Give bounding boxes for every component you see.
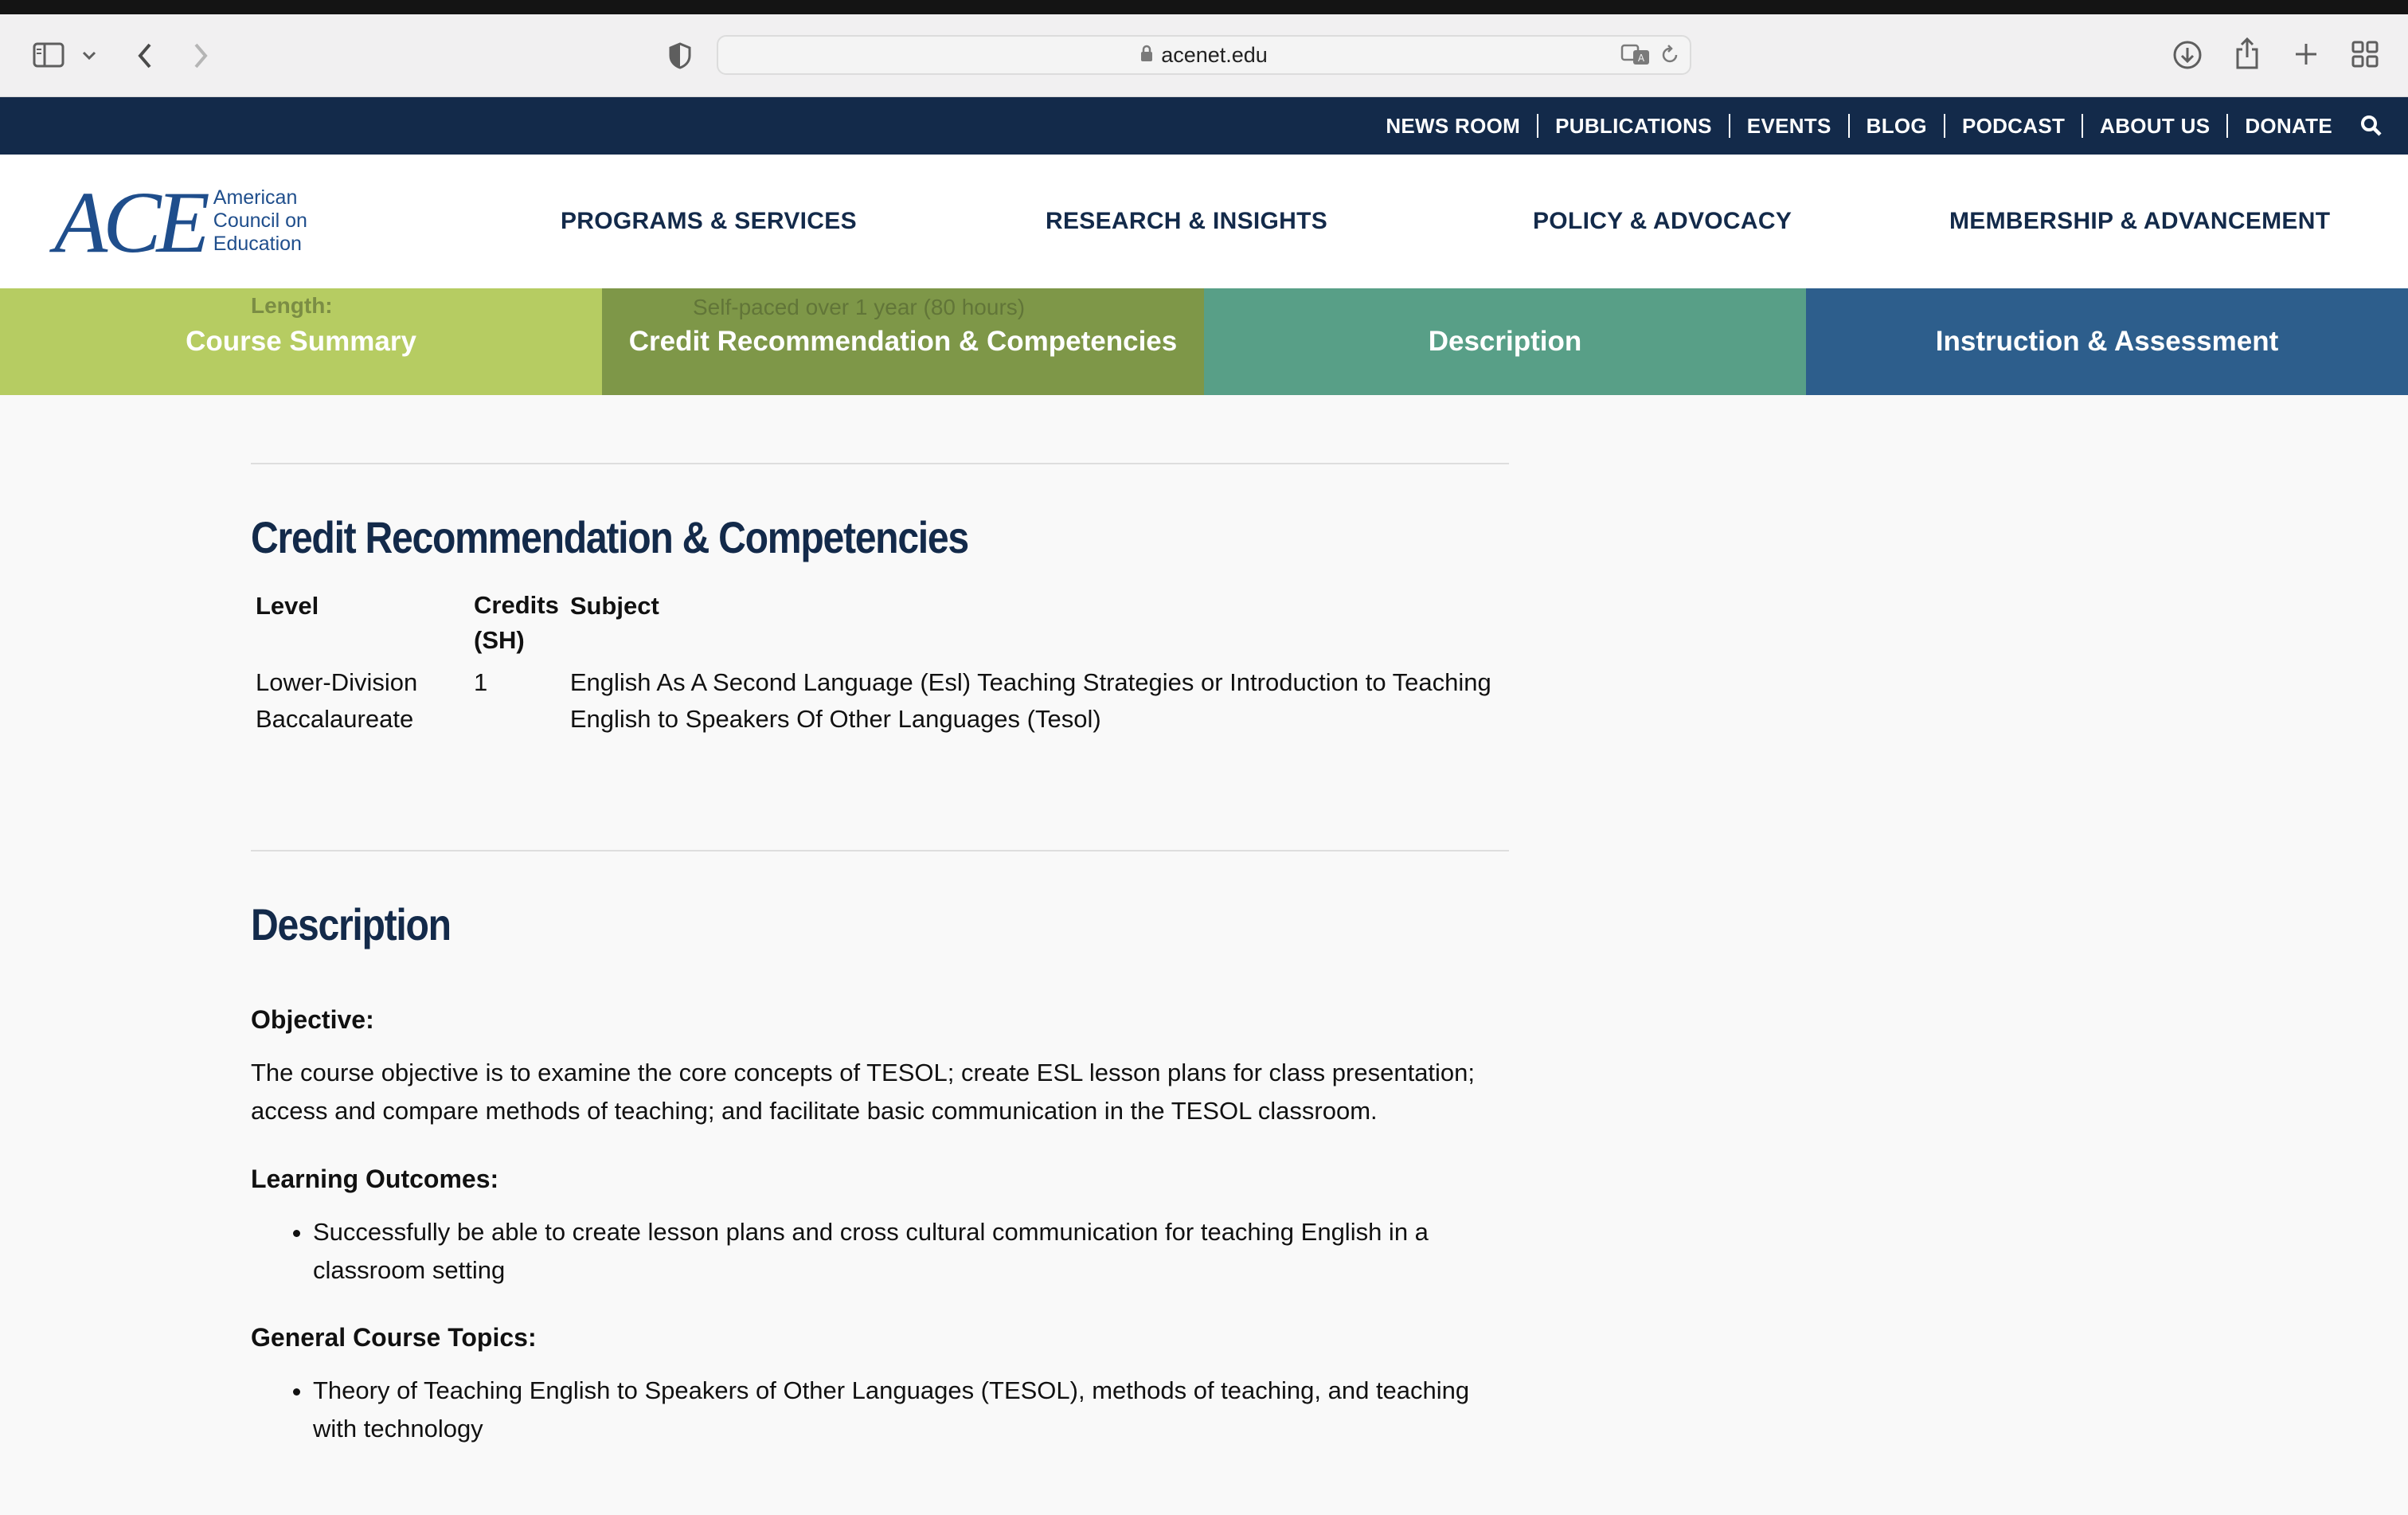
search-icon[interactable] — [2360, 115, 2383, 141]
topic-line-2: with technology — [313, 1415, 483, 1443]
divider — [251, 850, 1509, 851]
nav-news-room[interactable]: NEWS ROOM — [1369, 114, 1538, 138]
logo-line-3: Education — [213, 233, 302, 255]
outcomes-list — [283, 1213, 1509, 1290]
tab-instruction-assessment[interactable]: Instruction & Assessment — [1806, 288, 2408, 395]
table-row — [251, 664, 1498, 738]
nav-membership-advancement[interactable]: MEMBERSHIP & ADVANCEMENT — [1949, 208, 2331, 234]
col-credits — [469, 588, 565, 664]
back-arrow-icon[interactable] — [132, 40, 158, 72]
nav-donate[interactable]: DONATE — [2245, 114, 2332, 138]
outcome-line-2: classroom setting — [313, 1256, 506, 1284]
tab-overview-icon[interactable] — [2349, 38, 2381, 70]
nav-about-us[interactable]: ABOUT US — [2083, 114, 2228, 138]
outcome-line-1: • Successfully be able to create lesson plans and cross cultural communication for teaching English in a — [313, 1218, 1429, 1246]
sidebar-toggle-icon[interactable] — [30, 38, 67, 72]
site-header — [0, 155, 2408, 288]
share-icon[interactable] — [2231, 35, 2263, 72]
topics-list — [283, 1372, 1509, 1448]
cell-credits: 1 — [474, 668, 488, 696]
section-tabs — [0, 288, 2408, 395]
browser-toolbar — [0, 14, 2408, 97]
credit-table — [251, 588, 1498, 738]
outcomes-label: Learning Outcomes: — [251, 1165, 499, 1193]
nav-events[interactable]: EVENTS — [1730, 114, 1850, 138]
chevron-down-icon[interactable] — [80, 46, 99, 65]
forward-arrow-icon[interactable] — [188, 40, 213, 72]
new-tab-plus-icon[interactable] — [2292, 40, 2320, 69]
nav-blog[interactable]: BLOG — [1850, 114, 1945, 138]
divider — [251, 463, 1509, 464]
cell-subject-line-2: English to Speakers Of Other Languages (Tesol) — [569, 705, 1101, 733]
description-heading: Description — [251, 899, 451, 949]
objective-label: Objective: — [251, 1005, 374, 1034]
tab-credit-recommendation[interactable]: Credit Recommendation & Competencies — [602, 288, 1204, 395]
logo-line-2: Council on — [213, 209, 307, 232]
list-item — [313, 1372, 1509, 1448]
list-item — [313, 1213, 1509, 1290]
cell-level-line-2: Baccalaureate — [256, 705, 414, 733]
nav-research-insights[interactable]: RESEARCH & INSIGHTS — [1046, 208, 1328, 234]
credit-heading: Credit Recommendation & Competencies — [251, 512, 968, 562]
col-subject: Subject — [569, 592, 659, 620]
cell-level-line-1: Lower-Division — [256, 668, 418, 696]
objective-text — [251, 1054, 1509, 1130]
utility-nav — [0, 97, 2408, 155]
svg-text:A: A — [1637, 53, 1645, 64]
col-credits-line-2: (SH) — [474, 626, 525, 654]
reload-icon[interactable] — [1658, 43, 1682, 67]
objective-line-1: The course objective is to examine the core concepts of TESOL; create ESL lesson plans for class presentation; — [251, 1059, 1476, 1086]
cell-subject-line-1: English As A Second Language (Esl) Teaching Strategies or Introduction to Teaching — [569, 668, 1491, 696]
address-bar[interactable] — [717, 35, 1691, 75]
ace-logo[interactable] — [54, 174, 307, 271]
cell-subject — [565, 664, 1498, 738]
privacy-shield-icon[interactable] — [667, 41, 693, 70]
ghost-length-value: Self-paced over 1 year (80 hours) — [693, 295, 1026, 319]
col-level: Level — [256, 592, 319, 620]
logo-text — [213, 186, 307, 256]
downloads-icon[interactable] — [2171, 38, 2204, 72]
tab-description[interactable]: Description — [1204, 288, 1806, 395]
col-credits-line-1: Credits — [474, 591, 559, 619]
translate-icon[interactable] — [1620, 41, 1652, 69]
nav-podcast[interactable]: PODCAST — [1945, 114, 2083, 138]
url-text: acenet.edu — [1161, 42, 1268, 67]
cell-level — [251, 664, 469, 738]
nav-policy-advocacy[interactable]: POLICY & ADVOCACY — [1533, 208, 1792, 234]
logo-mark: ACE — [54, 174, 205, 271]
logo-line-1: American — [213, 186, 298, 209]
nav-publications[interactable]: PUBLICATIONS — [1538, 114, 1730, 138]
ghost-length-label: Length: — [251, 293, 333, 318]
tab-course-summary[interactable]: Course Summary — [0, 288, 602, 395]
topics-label: General Course Topics: — [251, 1323, 537, 1352]
screen-top-bar — [0, 0, 2408, 14]
lock-icon — [1140, 43, 1153, 68]
objective-line-2: access and compare methods of teaching; and facilitate basic communication in the TESOL classroom. — [251, 1097, 1378, 1125]
nav-programs-services[interactable]: PROGRAMS & SERVICES — [561, 208, 857, 234]
topic-line-1: • Theory of Teaching English to Speakers of Other Languages (TESOL), methods of teaching, and teaching — [313, 1376, 1470, 1404]
